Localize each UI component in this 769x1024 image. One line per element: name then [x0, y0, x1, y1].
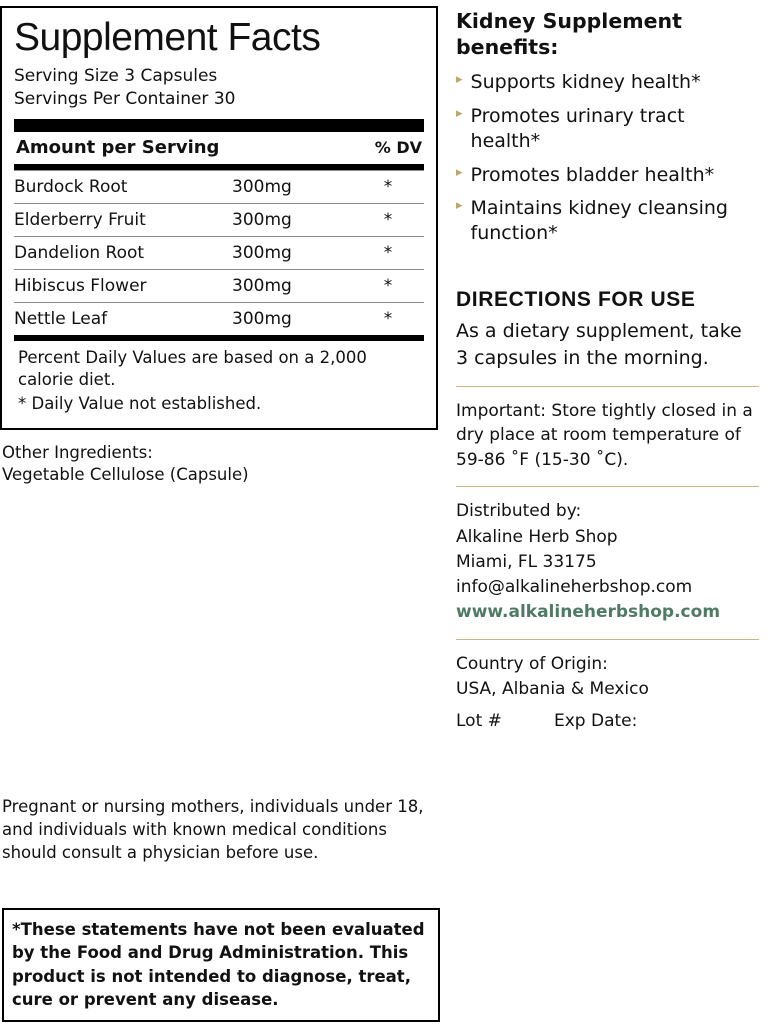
percent-dv-label: % DV — [374, 137, 422, 157]
triangle-right-icon: ▸ — [456, 106, 463, 122]
ingredient-dv: * — [352, 170, 424, 203]
amount-per-serving-header — [14, 132, 424, 164]
exp-date-label: Exp Date: — [554, 710, 638, 731]
footnote-daily-values: Percent Daily Values are based on a 2,000 calorie diet. — [18, 347, 367, 390]
ingredient-name: Nettle Leaf — [14, 302, 232, 335]
benefits-list — [456, 70, 759, 245]
warning-text-block — [2, 795, 432, 864]
fda-disclaimer-box — [2, 908, 440, 1022]
triangle-right-icon: ▸ — [456, 72, 463, 88]
serving-size: Serving Size 3 Capsules — [14, 66, 218, 86]
ingredient-dv: * — [352, 236, 424, 269]
list-item — [456, 163, 759, 188]
distributor-company: Alkaline Herb Shop — [456, 526, 618, 547]
other-ingredients-label: Other Ingredients: — [2, 442, 153, 462]
list-item — [456, 70, 759, 95]
other-ingredients — [0, 442, 452, 487]
ingredients-table — [14, 170, 424, 335]
divider-gold-1 — [456, 386, 759, 387]
footnote-dv-not-established: * Daily Value not established. — [18, 394, 262, 414]
ingredient-amount: 300mg — [232, 269, 352, 302]
directions-heading: DIRECTIONS FOR USE — [456, 287, 696, 311]
servings-per-container: Servings Per Container 30 — [14, 88, 236, 109]
supplement-facts-panel — [0, 6, 438, 430]
ingredient-name: Elderberry Fruit — [14, 203, 232, 236]
benefit-label: Promotes bladder health* — [470, 163, 715, 186]
table-row — [14, 203, 424, 236]
benefit-label: Maintains kidney cleansing function* — [470, 197, 728, 244]
distributor-label: Distributed by: — [456, 501, 582, 522]
list-item — [456, 104, 759, 153]
storage-instructions: Important: Store tightly closed in a dry place at room temperature of 59-86 ˚F (15-30 ˚C). — [456, 400, 753, 470]
table-row — [14, 236, 424, 269]
origin-label: Country of Origin: — [456, 654, 608, 675]
origin-block — [456, 652, 759, 730]
triangle-right-icon: ▸ — [456, 164, 463, 180]
divider-gold-3 — [456, 639, 759, 640]
ingredient-amount: 300mg — [232, 170, 352, 203]
ingredient-name: Hibiscus Flower — [14, 269, 232, 302]
lot-exp-row — [456, 711, 759, 731]
distributor-block — [456, 499, 759, 625]
distributor-website-link[interactable]: www.alkalineherbshop.com — [456, 602, 721, 623]
ingredient-amount: 300mg — [232, 236, 352, 269]
right-column — [452, 0, 769, 1024]
amount-per-serving-label: Amount per Serving — [16, 136, 220, 158]
directions-body: As a dietary supplement, take 3 capsules in the morning. — [456, 319, 742, 369]
ingredient-dv: * — [352, 269, 424, 302]
origin-value: USA, Albania & Mexico — [456, 679, 649, 700]
supplement-facts-title: Supplement Facts — [14, 16, 321, 59]
ingredient-amount: 300mg — [232, 302, 352, 335]
ingredient-dv: * — [352, 302, 424, 335]
divider-gold-2 — [456, 486, 759, 487]
warning-text: Pregnant or nursing mothers, individuals under 18, and individuals with known medical conditions should consult a physician before use. — [2, 797, 424, 863]
table-row — [14, 302, 424, 335]
triangle-right-icon: ▸ — [456, 198, 463, 214]
ingredient-dv: * — [352, 203, 424, 236]
distributor-city-state-zip: Miami, FL 33175 — [456, 551, 597, 572]
other-ingredients-value: Vegetable Cellulose (Capsule) — [2, 464, 249, 484]
ingredient-name: Dandelion Root — [14, 236, 232, 269]
ingredient-amount: 300mg — [232, 203, 352, 236]
benefit-label: Promotes urinary tract health* — [470, 105, 685, 152]
footnotes — [14, 341, 424, 416]
benefits-title: Kidney Supplement benefits: — [456, 9, 682, 60]
table-row — [14, 269, 424, 302]
ingredient-name: Burdock Root — [14, 170, 232, 203]
divider-thick-top — [14, 119, 424, 132]
lot-number-label: Lot # — [456, 710, 502, 731]
list-item — [456, 196, 759, 245]
benefit-label: Supports kidney health* — [470, 71, 701, 94]
fda-disclaimer-text: *These statements have not been evaluated by the Food and Drug Administration. This product is not intended to diagnose, treat, cure or prevent any disease. — [12, 920, 425, 1010]
table-row — [14, 170, 424, 203]
distributor-email: info@alkalineherbshop.com — [456, 576, 693, 597]
